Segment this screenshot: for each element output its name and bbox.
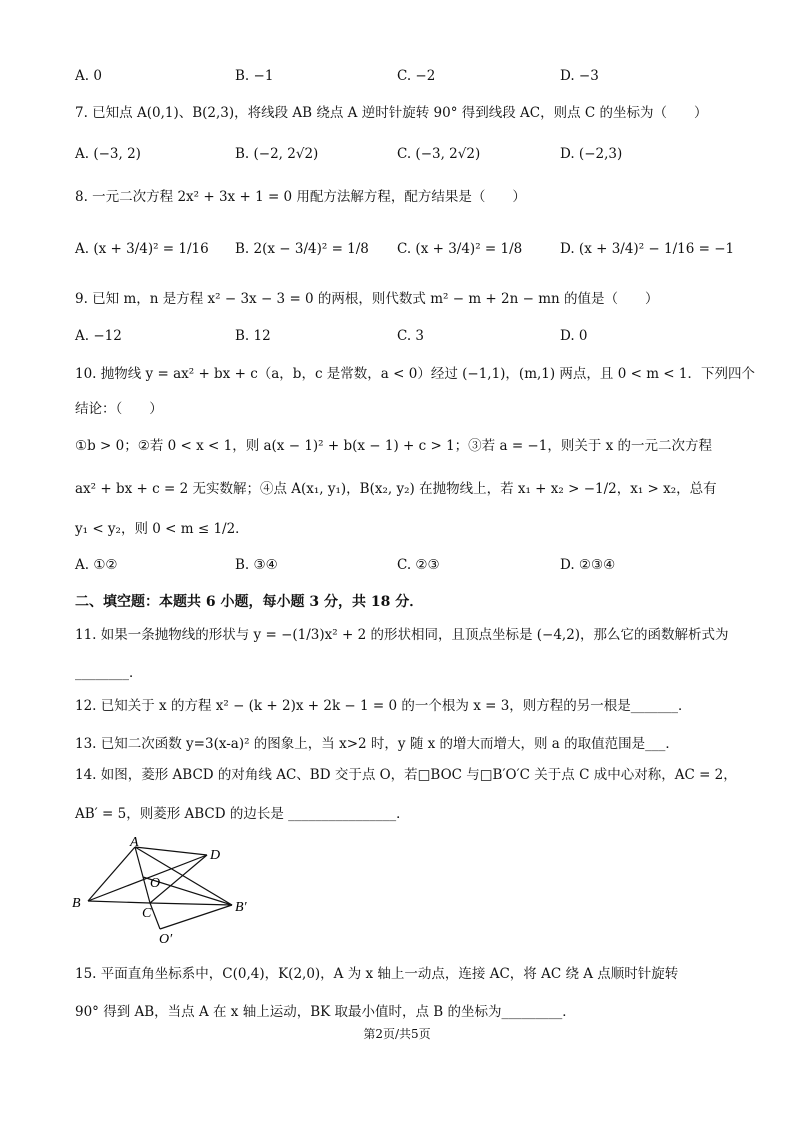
segment-ab [88,847,135,901]
q15-line-2: 90° 得到 AB，当点 A 在 x 轴上运动，BK 取最小值时，点 B 的坐标为_________． [75,1004,576,1020]
label-o: O [150,876,161,891]
q10-option-b: B. ③④ [235,557,278,573]
label-o-prime: O′ [159,932,173,947]
q6-option-a: A. 0 [75,68,102,84]
q8-text: 8. 一元二次方程 2x² + 3x + 1 = 0 用配方法解方程，配方结果是（ ） [75,189,526,205]
q14-line-2: AB′ = 5，则菱形 ABCD 的边长是 ________________． [75,806,410,822]
q8-option-d: D. (x + 3/4)² − 1/16 = −1 [560,241,735,257]
label-b-prime: B′ [235,900,247,915]
q10-line-4: ax² + bx + c = 2 无实数解；④点 A(x₁, y₁)，B(x₂, y₂) 在抛物线上，若 x₁ + x₂ > −1/2，x₁ > x₂，总有 [75,481,717,497]
q10-option-a: A. ①② [75,557,118,573]
q11-line-1: 11. 如果一条抛物线的形状与 y = −(1/3)x² + 2 的形状相同，且顶点坐标是 (−4,2)，那么它的函数解析式为 [75,627,729,643]
segment-o2b2 [160,905,232,929]
q14-line-1: 14. 如图，菱形 ABCD 的对角线 AC、BD 交于点 O，若□BOC 与□B′O′C 关于点 C 成中心对称，AC = 2， [75,767,737,783]
q7-option-b: B. (−2, 2√2) [235,146,319,162]
page-footer: 第2页/共5页 [363,1027,431,1041]
rhombus-figure [60,835,280,950]
segment-cb2 [150,903,232,905]
q10-option-d: D. ②③④ [560,557,616,573]
segment-co2 [150,903,160,929]
q8-option-b: B. 2(x − 3/4)² = 1/8 [235,241,369,257]
label-b: B [72,896,81,911]
q10-line-2: 结论：（ ） [75,401,163,417]
q7-option-a: A. (−3, 2) [75,146,141,162]
q10-line-3: ①b > 0；②若 0 < x < 1，则 a(x − 1)² + b(x − 1) + c > 1；③若 a = −1，则关于 x 的一元二次方程 [75,438,713,454]
q9-option-b: B. 12 [235,328,271,344]
segment-bc [88,901,150,903]
q9-text: 9. 已知 m，n 是方程 x² − 3x − 3 = 0 的两根，则代数式 m² − m + 2n − mn 的值是（ ） [75,291,659,307]
q10-line-5: y₁ < y₂，则 0 < m ≤ 1/2． [75,521,249,537]
diagonal-ac [135,847,150,903]
q9-option-d: D. 0 [560,328,588,344]
q7-option-d: D. (−2,3) [560,146,623,162]
q10-line-1: 10. 抛物线 y = ax² + bx + c（a，b，c 是常数，a < 0）经过 (−1,1)，(m,1) 两点，且 0 < m < 1．下列四个 [75,366,755,382]
q9-option-a: A. −12 [75,328,122,344]
label-c: C [142,906,152,921]
q6-option-b: B. −1 [235,68,274,84]
q15-line-1: 15. 平面直角坐标系中，C(0,4)，K(2,0)，A 为 x 轴上一动点，连接 AC，将 AC 绕 A 点顺时针旋转 [75,966,679,982]
section-2-heading: 二、填空题：本题共 6 小题，每小题 3 分，共 18 分． [75,594,424,610]
q6-option-d: D. −3 [560,68,599,84]
label-d: D [210,848,221,863]
q9-option-c: C. 3 [397,328,425,344]
q6-option-c: C. −2 [397,68,436,84]
q8-option-c: C. (x + 3/4)² = 1/8 [397,241,523,257]
q11-line-2: ________． [75,665,143,681]
q8-option-a: A. (x + 3/4)² = 1/16 [75,241,209,257]
q12-text: 12. 已知关于 x 的方程 x² − (k + 2)x + 2k − 1 = 0 的一个根为 x = 3，则方程的另一根是_______． [75,698,692,714]
q13-text: 13. 已知二次函数 y=3(x-a)² 的图象上，当 x>2 时，y 随 x 的增大而增大，则 a 的取值范围是___． [75,736,679,752]
q7-text: 7. 已知点 A(0,1)、B(2,3)，将线段 AB 绕点 A 逆时针旋转 90° 得到线段 AC，则点 C 的坐标为（ ） [75,105,708,121]
label-a: A [130,835,139,850]
q7-option-c: C. (−3, 2√2) [397,146,481,162]
q10-option-c: C. ②③ [397,557,440,573]
